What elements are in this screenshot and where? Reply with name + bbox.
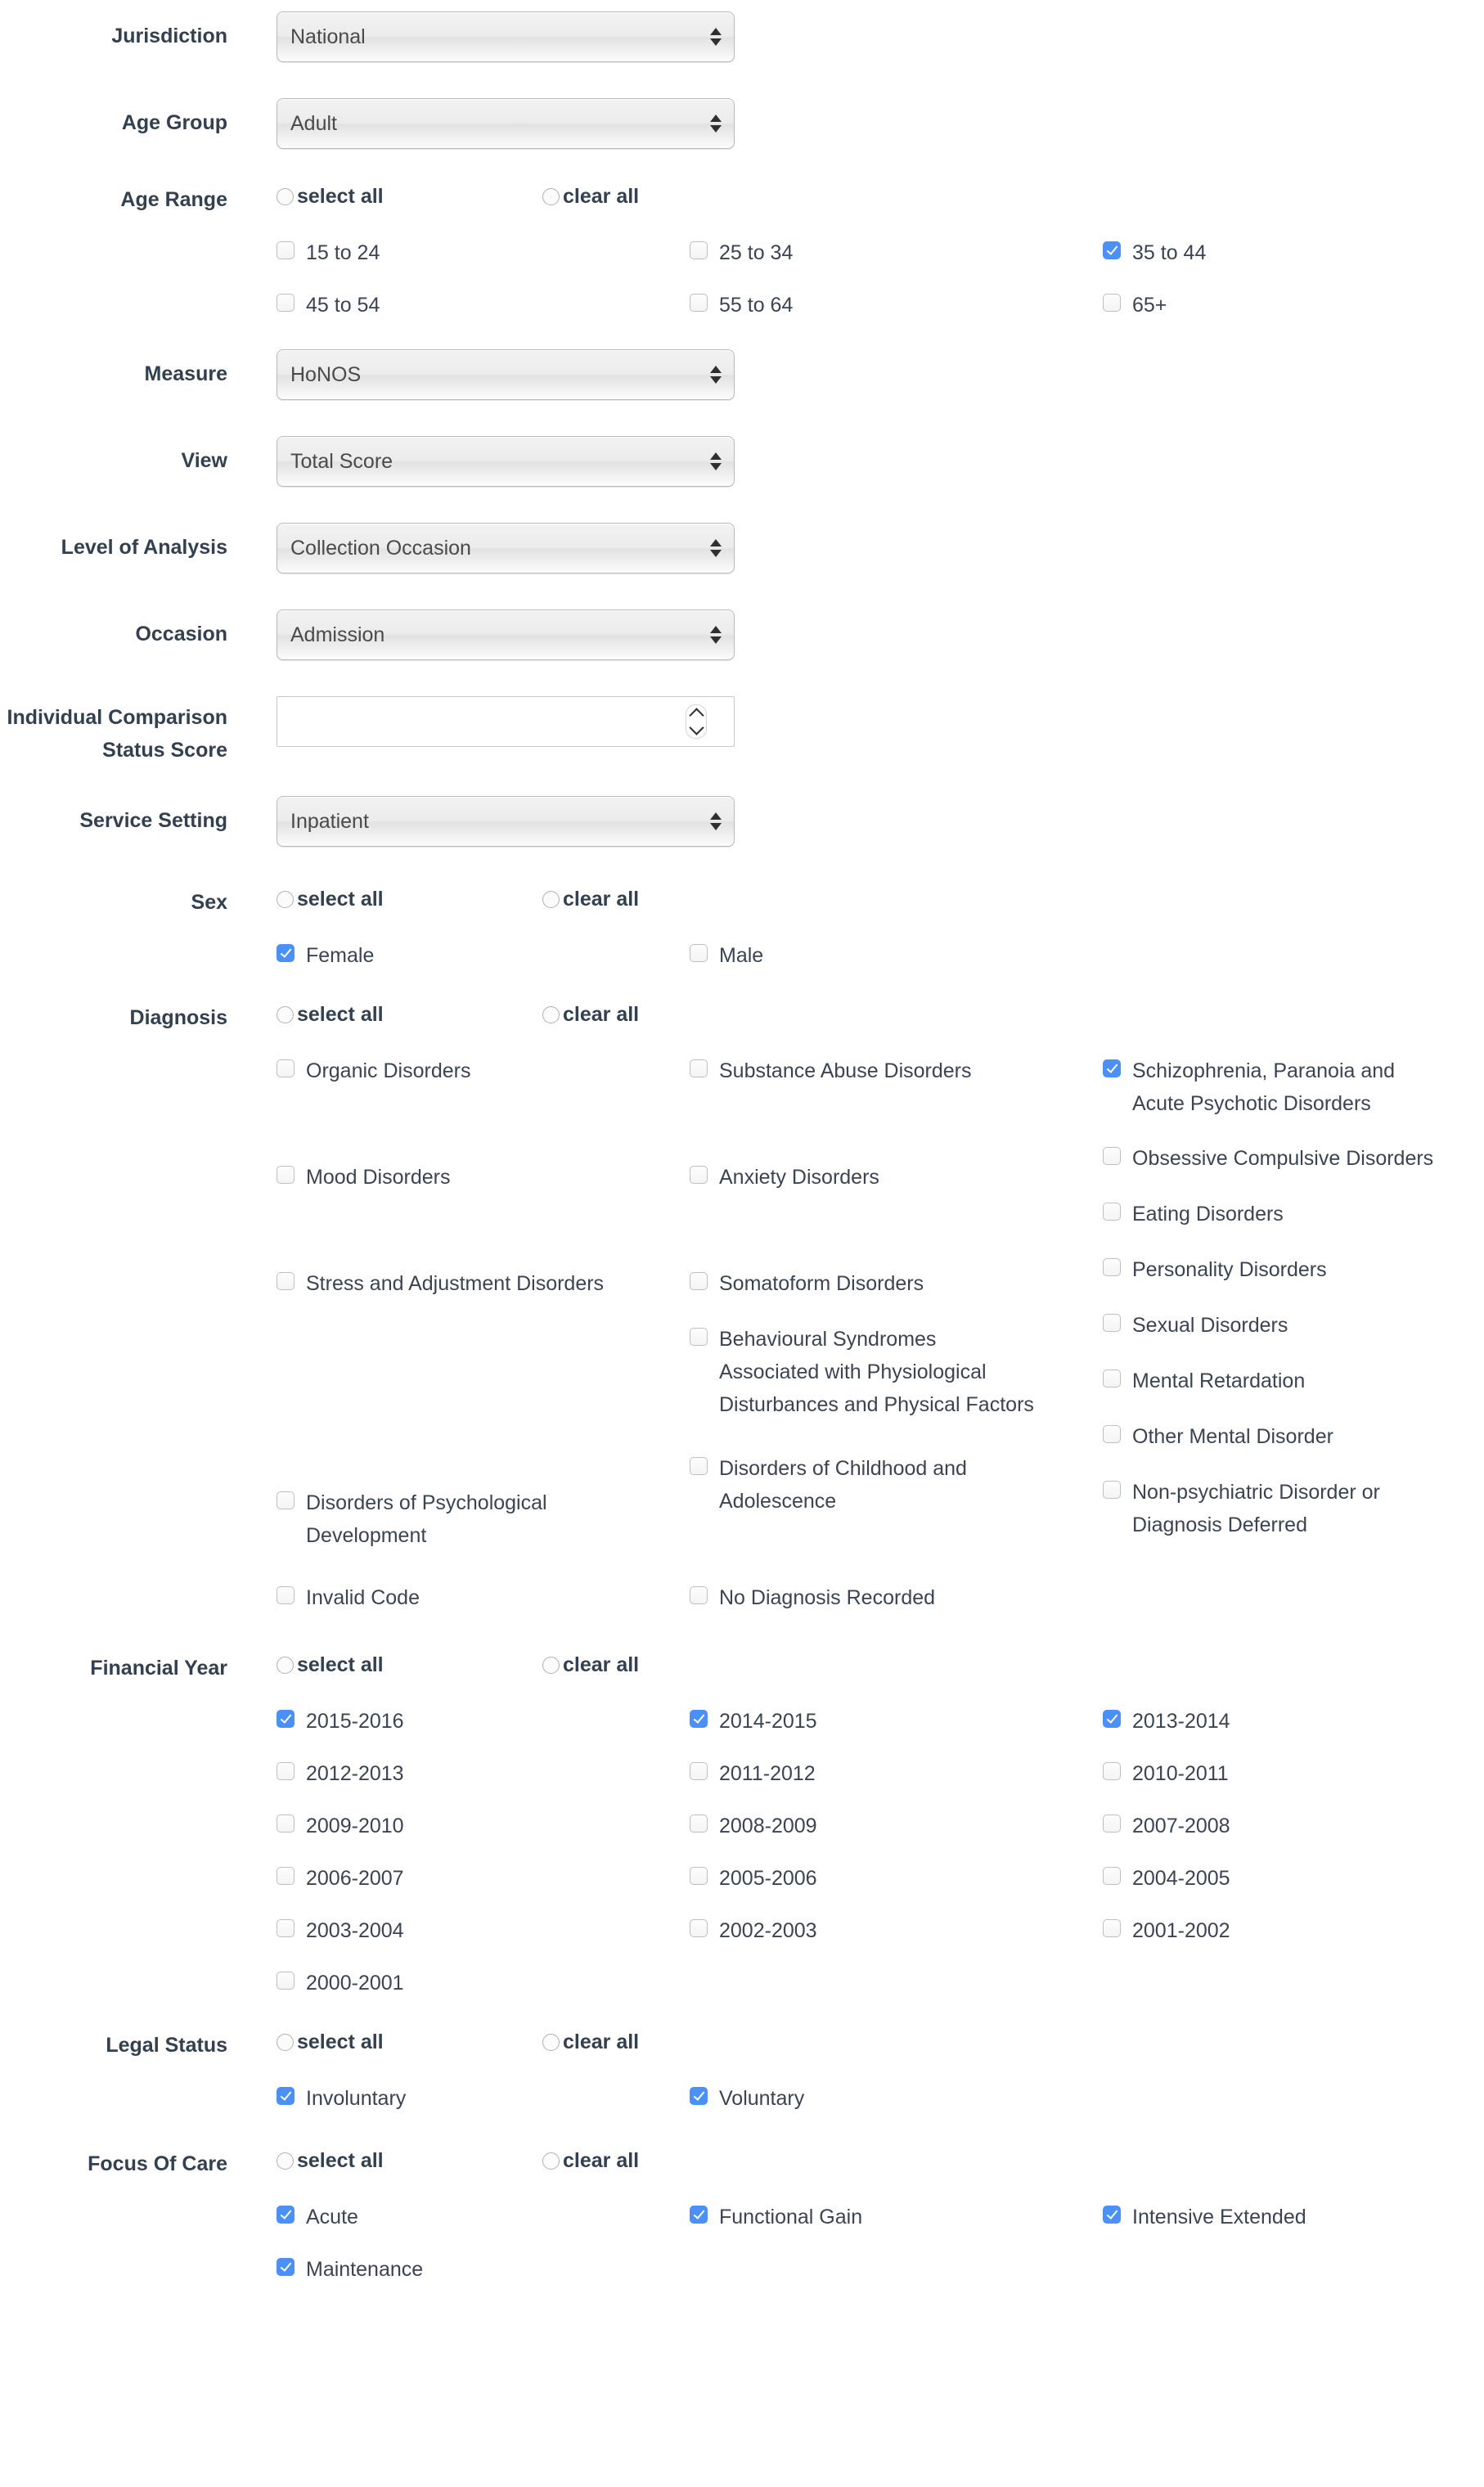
- checkbox-row[interactable]: Other Mental Disorder: [1103, 1420, 1484, 1453]
- checkbox-row[interactable]: Female: [277, 939, 690, 992]
- checkbox-icon[interactable]: [1103, 241, 1121, 259]
- radio-icon: [542, 1006, 560, 1023]
- checkbox-icon[interactable]: [1103, 1815, 1121, 1833]
- label-jurisdiction: Jurisdiction: [111, 25, 227, 47]
- checkbox-row[interactable]: Non-psychiatric Disorder or Diagnosis Deferred: [1103, 1476, 1484, 1541]
- checkbox-icon[interactable]: [1103, 1258, 1121, 1276]
- age-range-select-clear: [277, 185, 1484, 209]
- checkbox-icon[interactable]: [690, 2206, 708, 2224]
- label-level-of-analysis: Level of Analysis: [61, 536, 227, 559]
- financial-year-clear-all[interactable]: [542, 1653, 639, 1677]
- field-row-diagnosis: [0, 1003, 1484, 1614]
- field-row-age-range: [0, 185, 1484, 341]
- field-row-jurisdiction: [0, 11, 1484, 62]
- radio-icon: [542, 188, 560, 205]
- checkbox-icon[interactable]: [1103, 1425, 1121, 1443]
- select-level-of-analysis[interactable]: [277, 523, 735, 573]
- checkbox-row[interactable]: Acute: [277, 2201, 690, 2253]
- checkbox-icon[interactable]: [1103, 1710, 1121, 1728]
- select-service-setting-value: Inpatient: [290, 809, 369, 833]
- age-range-options: [277, 236, 1484, 341]
- checkbox-icon[interactable]: [277, 944, 295, 962]
- checkbox-icon[interactable]: [277, 1586, 295, 1604]
- field-row-sex: [0, 888, 1484, 992]
- checkbox-row[interactable]: Maintenance: [277, 2253, 690, 2305]
- legal-status-select-all-label: select all: [297, 2031, 384, 2053]
- financial-year-select-all[interactable]: [277, 1653, 542, 1677]
- radio-icon: [277, 2152, 294, 2170]
- legal-status-clear-all[interactable]: [542, 2031, 639, 2054]
- checkbox-icon[interactable]: [1103, 294, 1121, 312]
- checkbox-row[interactable]: Somatoform Disorders: [690, 1267, 1103, 1300]
- checkbox-icon[interactable]: [1103, 1919, 1121, 1937]
- age-range-select-all[interactable]: [277, 185, 542, 209]
- select-service-setting[interactable]: [277, 796, 735, 847]
- checkbox-icon[interactable]: [690, 1867, 708, 1885]
- checkbox-icon[interactable]: [277, 2087, 295, 2105]
- checkbox-icon[interactable]: [1103, 1059, 1121, 1077]
- radio-icon: [277, 1006, 294, 1023]
- label-measure: Measure: [144, 362, 227, 385]
- checkbox-icon[interactable]: [1103, 1481, 1121, 1499]
- checkbox-row[interactable]: Disorders of Psychological Development: [277, 1486, 690, 1552]
- checkbox-icon[interactable]: [690, 1919, 708, 1937]
- checkbox-row[interactable]: Disorders of Childhood and Adolescence: [690, 1452, 1103, 1518]
- checkbox-icon[interactable]: [277, 1272, 295, 1290]
- checkbox-row[interactable]: Mood Disorders: [277, 1161, 690, 1221]
- select-jurisdiction[interactable]: [277, 11, 735, 62]
- checkbox-row[interactable]: Personality Disorders: [1103, 1253, 1484, 1286]
- checkbox-icon[interactable]: [277, 1815, 295, 1833]
- label-age-group: Age Group: [121, 111, 227, 134]
- checkbox-row[interactable]: Schizophrenia, Paranoia and Acute Psychotic Disorders: [1103, 1055, 1484, 1120]
- select-view[interactable]: [277, 436, 735, 487]
- label-view: View: [181, 449, 227, 472]
- checkbox-row[interactable]: 2013-2014: [1103, 1705, 1484, 1757]
- checkbox-row[interactable]: 2010-2011: [1103, 1757, 1484, 1810]
- checkbox-icon[interactable]: [690, 1586, 708, 1604]
- select-updown-arrows-icon: [710, 115, 722, 133]
- radio-icon: [542, 2034, 560, 2051]
- label-age-range: Age Range: [120, 188, 227, 211]
- radio-icon: [542, 2152, 560, 2170]
- financial-year-select-clear: [277, 1653, 1484, 1677]
- checkbox-row[interactable]: 2002-2003: [690, 1914, 1103, 1967]
- checkbox-icon[interactable]: [1103, 1762, 1121, 1780]
- radio-icon: [277, 891, 294, 908]
- input-individual-comparison-status-score[interactable]: [277, 696, 735, 747]
- checkbox-row[interactable]: Anxiety Disorders: [690, 1161, 1103, 1221]
- checkbox-icon[interactable]: [277, 1972, 295, 1990]
- checkbox-icon[interactable]: [690, 1272, 708, 1290]
- checkbox-row[interactable]: Sexual Disorders: [1103, 1309, 1484, 1342]
- checkbox-row[interactable]: 2012-2013: [277, 1757, 690, 1810]
- legal-status-options: [277, 2082, 1484, 2134]
- checkbox-row[interactable]: Organic Disorders: [277, 1055, 690, 1115]
- checkbox-row[interactable]: Behavioural Syndromes Associated with Physiological Disturbances and Physical Factors: [690, 1323, 1103, 1421]
- select-updown-arrows-icon: [710, 452, 722, 470]
- financial-year-clear-all-label: clear all: [563, 1653, 640, 1676]
- checkbox-icon[interactable]: [277, 1867, 295, 1885]
- checkbox-icon[interactable]: [277, 1059, 295, 1077]
- checkbox-row[interactable]: 2003-2004: [277, 1914, 690, 1967]
- focus-of-care-clear-all-label: clear all: [563, 2149, 640, 2172]
- radio-icon: [542, 1657, 560, 1674]
- select-updown-arrows-icon: [710, 626, 722, 644]
- checkbox-icon[interactable]: [277, 1762, 295, 1780]
- select-updown-arrows-icon: [710, 366, 722, 384]
- checkbox-row[interactable]: Substance Abuse Disorders: [690, 1055, 1103, 1115]
- label-service-setting: Service Setting: [79, 809, 227, 832]
- checkbox-row[interactable]: 55 to 64: [690, 289, 1103, 341]
- checkbox-row[interactable]: 45 to 54: [277, 289, 690, 341]
- financial-year-options: [277, 1705, 1484, 2019]
- field-row-focus-of-care: [0, 2149, 1484, 2305]
- focus-of-care-select-clear: [277, 2149, 1484, 2173]
- checkbox-icon[interactable]: [277, 2206, 295, 2224]
- diagnosis-column-2: [690, 1055, 1103, 1552]
- age-range-select-all-label: select all: [297, 185, 384, 208]
- focus-of-care-select-all[interactable]: [277, 2149, 542, 2173]
- checkbox-row[interactable]: 25 to 34: [690, 236, 1103, 289]
- checkbox-row[interactable]: Invalid Code: [277, 1581, 690, 1614]
- checkbox-icon[interactable]: [277, 241, 295, 259]
- checkbox-row[interactable]: 2000-2001: [277, 1967, 690, 2019]
- checkbox-row[interactable]: 2008-2009: [690, 1810, 1103, 1862]
- checkbox-row[interactable]: 2007-2008: [1103, 1810, 1484, 1862]
- diagnosis-select-clear: [277, 1003, 1484, 1027]
- label-focus-of-care: Focus Of Care: [88, 2152, 227, 2175]
- checkbox-row[interactable]: 2001-2002: [1103, 1914, 1484, 1967]
- select-age-group[interactable]: [277, 98, 735, 149]
- field-row-occasion: [0, 609, 1484, 660]
- checkbox-row[interactable]: No Diagnosis Recorded: [690, 1581, 1103, 1614]
- checkbox-icon[interactable]: [1103, 1314, 1121, 1332]
- checkbox-icon[interactable]: [277, 2258, 295, 2276]
- radio-icon: [542, 891, 560, 908]
- checkbox-icon[interactable]: [1103, 1369, 1121, 1387]
- financial-year-select-all-label: select all: [297, 1653, 384, 1676]
- checkbox-row[interactable]: Mental Retardation: [1103, 1365, 1484, 1397]
- sex-options: [277, 939, 1484, 992]
- checkbox-row[interactable]: Stress and Adjustment Disorders: [277, 1267, 690, 1300]
- checkbox-row[interactable]: Eating Disorders: [1103, 1198, 1484, 1230]
- label-financial-year: Financial Year: [90, 1657, 227, 1680]
- checkbox-row[interactable]: Intensive Extended: [1103, 2201, 1484, 2253]
- label-occasion: Occasion: [135, 623, 227, 645]
- checkbox-icon[interactable]: [277, 1710, 295, 1728]
- radio-icon: [277, 1657, 294, 1674]
- select-level-of-analysis-value: Collection Occasion: [290, 536, 471, 560]
- checkbox-icon[interactable]: [1103, 2206, 1121, 2224]
- label-legal-status: Legal Status: [106, 2034, 227, 2057]
- checkbox-icon[interactable]: [690, 1166, 708, 1184]
- legal-status-select-clear: [277, 2031, 1484, 2054]
- select-measure-value: HoNOS: [290, 362, 362, 386]
- label-diagnosis: Diagnosis: [129, 1006, 227, 1029]
- legal-status-select-all[interactable]: [277, 2031, 542, 2054]
- checkbox-row[interactable]: Male: [690, 939, 1103, 992]
- field-row-legal-status: [0, 2031, 1484, 2134]
- select-updown-arrows-icon: [710, 812, 722, 830]
- select-view-value: Total Score: [290, 449, 393, 473]
- checkbox-row[interactable]: 15 to 24: [277, 236, 690, 289]
- checkbox-icon[interactable]: [277, 1166, 295, 1184]
- checkbox-icon[interactable]: [690, 1457, 708, 1475]
- checkbox-row[interactable]: 2014-2015: [690, 1705, 1103, 1757]
- field-row-view: [0, 436, 1484, 487]
- radio-icon: [277, 2034, 294, 2051]
- sex-select-all[interactable]: [277, 888, 542, 911]
- sex-clear-all[interactable]: [542, 888, 639, 911]
- diagnosis-footer-options: [277, 1581, 1484, 1614]
- checkbox-icon[interactable]: [690, 1710, 708, 1728]
- select-jurisdiction-value: National: [290, 25, 366, 48]
- diagnosis-clear-all-label: clear all: [563, 1003, 640, 1026]
- spinner-updown-icon[interactable]: [686, 704, 707, 739]
- checkbox-row[interactable]: 2006-2007: [277, 1862, 690, 1914]
- label-sex: Sex: [191, 891, 227, 914]
- checkbox-icon[interactable]: [277, 1919, 295, 1937]
- checkbox-icon[interactable]: [690, 1762, 708, 1780]
- radio-icon: [277, 188, 294, 205]
- diagnosis-column-1: [277, 1055, 690, 1552]
- checkbox-icon[interactable]: [690, 294, 708, 312]
- diagnosis-clear-all[interactable]: [542, 1003, 639, 1027]
- checkbox-icon[interactable]: [1103, 1203, 1121, 1221]
- checkbox-row[interactable]: 65+: [1103, 289, 1484, 341]
- field-row-financial-year: [0, 1653, 1484, 2019]
- checkbox-icon[interactable]: [690, 944, 708, 962]
- legal-status-clear-all-label: clear all: [563, 2031, 640, 2053]
- checkbox-icon[interactable]: [690, 2087, 708, 2105]
- focus-of-care-select-all-label: select all: [297, 2149, 384, 2172]
- age-range-clear-all[interactable]: [542, 185, 639, 209]
- select-measure[interactable]: [277, 349, 735, 400]
- checkbox-row[interactable]: Obsessive Compulsive Disorders: [1103, 1142, 1484, 1175]
- checkbox-icon[interactable]: [1103, 1147, 1121, 1165]
- checkbox-icon[interactable]: [690, 1059, 708, 1077]
- select-updown-arrows-icon: [710, 28, 722, 46]
- checkbox-icon[interactable]: [690, 241, 708, 259]
- checkbox-icon[interactable]: [277, 1491, 295, 1509]
- select-updown-arrows-icon: [710, 539, 722, 557]
- focus-of-care-options: [277, 2201, 1484, 2305]
- diagnosis-select-all[interactable]: [277, 1003, 542, 1027]
- sex-select-clear: [277, 888, 1484, 911]
- checkbox-row[interactable]: 2011-2012: [690, 1757, 1103, 1810]
- checkbox-row[interactable]: 35 to 44: [1103, 236, 1484, 289]
- label-individual-comparison-status-score: Individual Comparison Status Score: [7, 706, 227, 762]
- diagnosis-options: [277, 1055, 1484, 1552]
- checkbox-row[interactable]: 2009-2010: [277, 1810, 690, 1862]
- sex-clear-all-label: clear all: [563, 888, 640, 911]
- select-occasion-value: Admission: [290, 623, 385, 646]
- field-row-measure: [0, 349, 1484, 400]
- checkbox-row[interactable]: 2004-2005: [1103, 1862, 1484, 1914]
- age-range-clear-all-label: clear all: [563, 185, 640, 208]
- select-age-group-value: Adult: [290, 111, 337, 135]
- checkbox-row[interactable]: Functional Gain: [690, 2201, 1103, 2253]
- select-occasion[interactable]: [277, 609, 735, 660]
- field-row-individual-comparison-status-score: [0, 696, 1484, 767]
- checkbox-row[interactable]: 2005-2006: [690, 1862, 1103, 1914]
- field-row-service-setting: [0, 796, 1484, 847]
- checkbox-icon[interactable]: [277, 294, 295, 312]
- field-row-level-of-analysis: [0, 523, 1484, 573]
- focus-of-care-clear-all[interactable]: [542, 2149, 639, 2173]
- checkbox-row[interactable]: 2015-2016: [277, 1705, 690, 1757]
- field-row-age-group: [0, 98, 1484, 149]
- checkbox-icon[interactable]: [1103, 1867, 1121, 1885]
- diagnosis-select-all-label: select all: [297, 1003, 384, 1026]
- diagnosis-column-3: [1103, 1055, 1484, 1552]
- checkbox-icon[interactable]: [690, 1815, 708, 1833]
- checkbox-icon[interactable]: [690, 1328, 708, 1346]
- checkbox-row[interactable]: Involuntary: [277, 2082, 690, 2134]
- sex-select-all-label: select all: [297, 888, 384, 911]
- checkbox-row[interactable]: Voluntary: [690, 2082, 1103, 2134]
